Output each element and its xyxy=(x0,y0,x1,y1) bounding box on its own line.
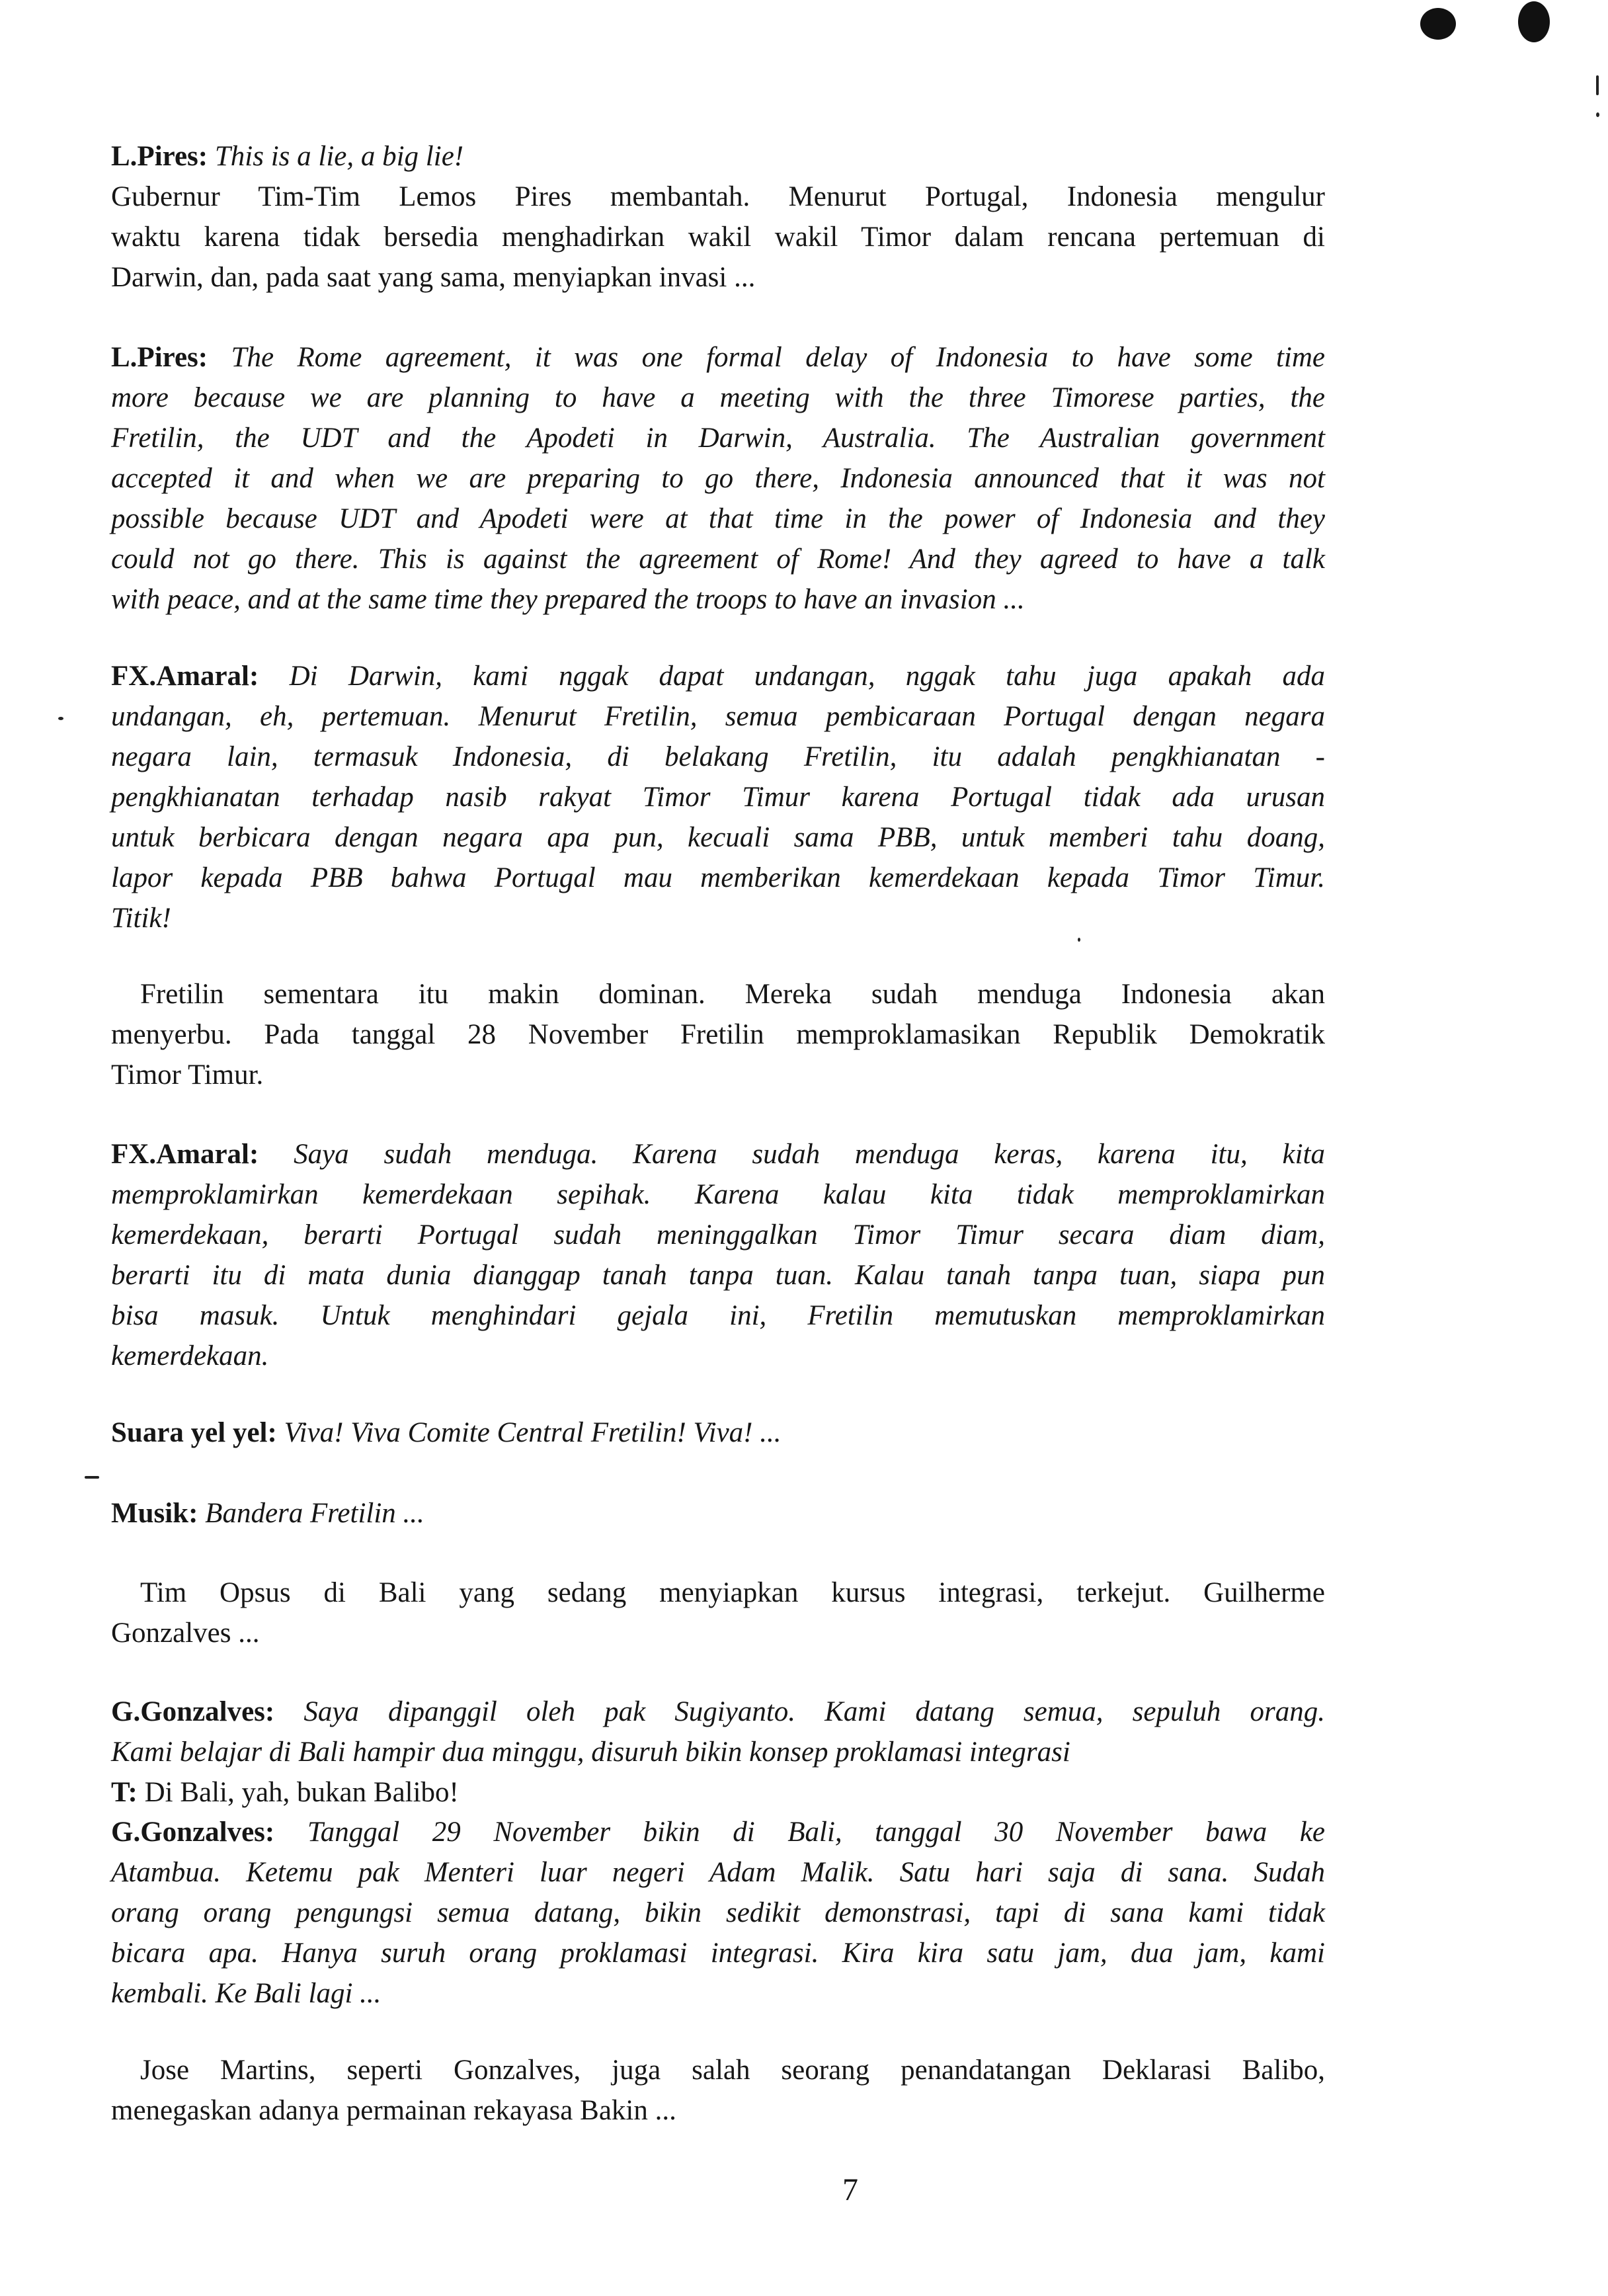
dialogue-line: accepted it and when we are preparing to go there, Indonesia announced that it was not xyxy=(111,463,1325,494)
text-line: Tim Opsus di Bali yang sedang menyiapkan kursus integrasi, terkejut. Guilherme xyxy=(140,1577,1325,1608)
dialogue-line: kemerdekaan, berarti Portugal sudah meninggalkan Timor Timur secara diam diam, xyxy=(111,1219,1325,1250)
dialogue-ggonzalves-2 xyxy=(111,1812,1325,2014)
narration-4 xyxy=(111,2050,1325,2131)
speaker-label: Musik: xyxy=(111,1498,198,1529)
dialogue-line: Tanggal 29 November bikin di Bali, tanggal 30 November bawa ke xyxy=(307,1817,1325,1848)
dialogue-line: lapor kepada PBB bahwa Portugal mau memberikan kemerdekaan kepada Timor Timur. xyxy=(111,862,1325,893)
speaker-label: L.Pires: xyxy=(111,342,208,373)
dialogue-line: bisa masuk. Untuk menghindari gejala ini, Fretilin memutuskan memproklamirkan xyxy=(111,1300,1325,1331)
dialogue-musik xyxy=(111,1493,1325,1534)
dialogue-fxamaral-1 xyxy=(111,656,1325,938)
scan-speck-decoration xyxy=(85,1476,99,1479)
narration-3 xyxy=(111,1573,1325,1653)
dialogue-line: Saya sudah menduga. Karena sudah menduga keras, karena itu, kita xyxy=(294,1139,1326,1170)
scan-speck-decoration xyxy=(1596,75,1599,95)
narration-1 xyxy=(111,177,1325,298)
text-line: Jose Martins, seperti Gonzalves, juga salah seorang penandatangan Deklarasi Balibo, xyxy=(140,2055,1325,2086)
dialogue-suara-yel-yel xyxy=(111,1413,1325,1453)
dialogue-line: Atambua. Ketemu pak Menteri luar negeri Adam Malik. Satu hari saja di sana. Sudah xyxy=(111,1857,1325,1888)
dialogue-line: pengkhianatan terhadap nasib rakyat Timor Timur karena Portugal tidak ada urusan xyxy=(111,782,1325,813)
ink-blot-decoration xyxy=(1518,1,1550,42)
dialogue-line: negara lain, termasuk Indonesia, di belakang Fretilin, itu adalah pengkhianatan - xyxy=(111,741,1325,772)
scan-speck-decoration xyxy=(58,717,63,720)
speaker-label: L.Pires: xyxy=(111,141,208,172)
dialogue-lpires-2 xyxy=(111,337,1325,620)
dialogue-line: kemerdekaan. xyxy=(111,1340,269,1372)
dialogue-line: Fretilin, the UDT and the Apodeti in Darwin, Australia. The Australian government xyxy=(111,423,1325,454)
dialogue-lpires-1 xyxy=(111,136,1325,177)
speaker-label: T: xyxy=(111,1777,138,1808)
scan-speck-decoration xyxy=(1078,938,1080,942)
speaker-label: FX.Amaral: xyxy=(111,661,259,692)
dialogue-t xyxy=(111,1772,1325,1813)
text-line: menegaskan adanya permainan rekayasa Bakin ... xyxy=(111,2095,676,2126)
text-line: menyerbu. Pada tanggal 28 November Fretilin memproklamasikan Republik Demokratik xyxy=(111,1019,1325,1050)
dialogue-line: Di Bali, yah, bukan Balibo! xyxy=(144,1777,459,1808)
dialogue-line: bicara apa. Hanya suruh orang proklamasi integrasi. Kira kira satu jam, dua jam, kami xyxy=(111,1938,1325,1969)
dialogue-fxamaral-2 xyxy=(111,1134,1325,1376)
ink-blot-decoration xyxy=(1420,8,1456,40)
dialogue-line: untuk berbicara dengan negara apa pun, kecuali sama PBB, untuk memberi tahu doang, xyxy=(111,822,1325,853)
scan-speck-decoration xyxy=(1596,112,1599,117)
dialogue-line: This is a lie, a big lie! xyxy=(214,141,464,172)
page-number: 7 xyxy=(842,2172,858,2207)
speaker-label: FX.Amaral: xyxy=(111,1139,259,1170)
text-line: waktu karena tidak bersedia menghadirkan wakil wakil Timor dalam rencana pertemuan di xyxy=(111,222,1325,253)
dialogue-line: undangan, eh, pertemuan. Menurut Fretilin, semua pembicaraan Portugal dengan negara xyxy=(111,701,1325,732)
dialogue-line: kembali. Ke Bali lagi ... xyxy=(111,1978,382,2009)
dialogue-line: Titik! xyxy=(111,903,171,934)
dialogue-line: possible because UDT and Apodeti were at that time in the power of Indonesia and they xyxy=(111,503,1325,534)
dialogue-line: orang orang pengungsi semua datang, bikin sedikit demonstrasi, tapi di sana kami tidak xyxy=(111,1897,1325,1928)
speaker-label: Suara yel yel: xyxy=(111,1417,277,1448)
dialogue-line: could not go there. This is against the agreement of Rome! And they agreed to have a talk xyxy=(111,544,1325,575)
dialogue-line: Saya dipanggil oleh pak Sugiyanto. Kami datang semua, sepuluh orang. xyxy=(303,1696,1326,1727)
dialogue-line: The Rome agreement, it was one formal delay of Indonesia to have some time xyxy=(231,342,1326,373)
dialogue-line: Bandera Fretilin ... xyxy=(205,1498,424,1529)
document-page xyxy=(111,0,1325,2296)
dialogue-line: Di Darwin, kami nggak dapat undangan, nggak tahu juga apakah ada xyxy=(289,661,1325,692)
text-line: Timor Timur. xyxy=(111,1059,264,1090)
text-line: Gubernur Tim-Tim Lemos Pires membantah. Menurut Portugal, Indonesia mengulur xyxy=(111,181,1325,212)
dialogue-line: with peace, and at the same time they prepared the troops to have an invasion ... xyxy=(111,584,1025,615)
speaker-label: G.Gonzalves: xyxy=(111,1696,275,1727)
dialogue-ggonzalves-1 xyxy=(111,1692,1325,1772)
text-line: Fretilin sementara itu makin dominan. Mereka sudah menduga Indonesia akan xyxy=(140,979,1325,1010)
dialogue-line: berarti itu di mata dunia dianggap tanah tanpa tuan. Kalau tanah tanpa tuan, siapa pun xyxy=(111,1260,1325,1291)
dialogue-line: Viva! Viva Comite Central Fretilin! Viva! ... xyxy=(284,1417,782,1448)
text-line: Gonzalves ... xyxy=(111,1618,260,1649)
dialogue-line: memproklamirkan kemerdekaan sepihak. Karena kalau kita tidak memproklamirkan xyxy=(111,1179,1325,1210)
text-line: Darwin, dan, pada saat yang sama, menyiapkan invasi ... xyxy=(111,262,756,293)
dialogue-line: more because we are planning to have a meeting with the three Timorese parties, the xyxy=(111,382,1325,413)
narration-2 xyxy=(111,974,1325,1095)
dialogue-line: Kami belajar di Bali hampir dua minggu, disuruh bikin konsep proklamasi integrasi xyxy=(111,1737,1070,1768)
speaker-label: G.Gonzalves: xyxy=(111,1817,275,1848)
